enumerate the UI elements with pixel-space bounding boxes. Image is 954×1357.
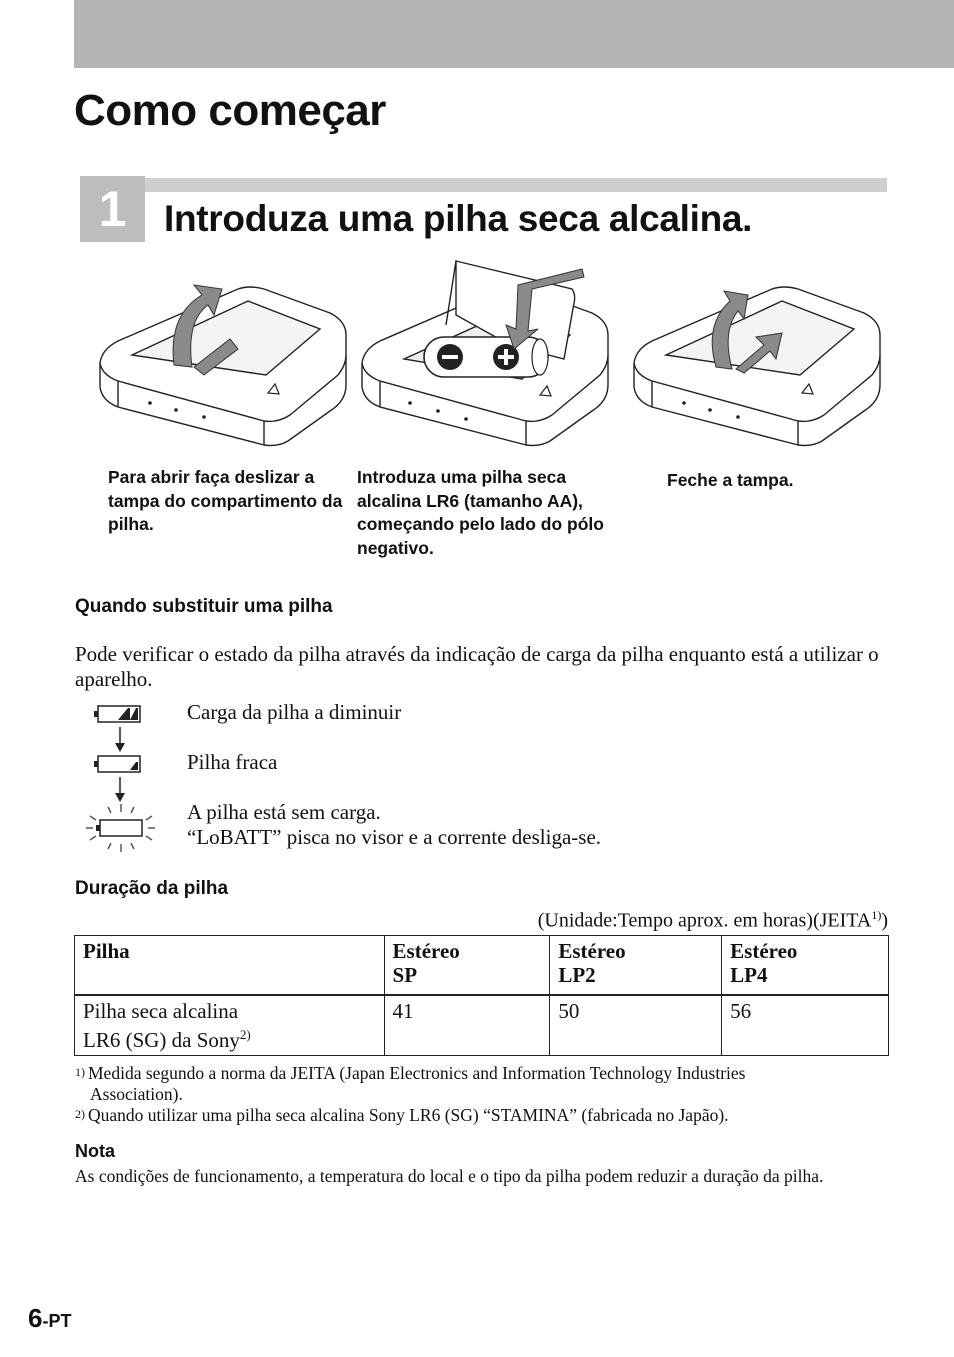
- note-text: As condições de funcionamento, a temperatura do local e o tipo da pilha podem reduzir a duração da pilha.: [75, 1166, 824, 1186]
- caption-insert-battery: Introduza uma pilha seca alcalina LR6 (tamanho AA), começando pelo lado do pólo negativo.: [357, 467, 604, 558]
- status-battery-decreasing: Carga da pilha a diminuir: [187, 700, 402, 724]
- status-battery-low: Pilha fraca: [187, 750, 278, 774]
- cell-lp4-hours: 56: [722, 995, 889, 1056]
- column-header-stereo-sp: Estéreo SP: [384, 936, 550, 996]
- unit-note: (Unidade:Tempo aprox. em horas)(JEITA$^{1)}$): [537, 908, 888, 932]
- note-heading: Nota: [75, 1141, 115, 1161]
- column-header-stereo-lp4: Estéreo LP4: [722, 936, 889, 996]
- column-header-stereo-lp2: Estéreo LP2: [550, 936, 722, 996]
- status-battery-empty: A pilha está sem carga. “LoBATT” pisca no visor e a corrente desliga-se.: [187, 800, 602, 849]
- cell-sp-hours: 41: [384, 995, 550, 1056]
- page-title: Como começar: [74, 86, 386, 135]
- battery-life-table: [74, 935, 889, 1056]
- insert-battery-illustration: [360, 255, 610, 455]
- page-number: 6-PT: [28, 1303, 72, 1333]
- header-bar: [74, 0, 954, 68]
- cell-lp2-hours: 50: [550, 995, 722, 1056]
- open-lid-illustration: [98, 255, 348, 455]
- column-header-battery: Pilha: [75, 936, 385, 996]
- battery-empty-blinking-icon: [86, 800, 156, 856]
- table-header-row: [75, 936, 889, 996]
- intro-paragraph: Pode verificar o estado da pilha através da indicação de carga da pilha enquanto está a utilizar o aparelho.: [75, 642, 879, 691]
- section-heading-duration: Duração da pilha: [75, 878, 229, 899]
- caption-close-lid: Feche a tampa.: [667, 470, 794, 490]
- step-title: Introduza uma pilha seca alcalina.: [164, 198, 753, 239]
- battery-low-icon: [86, 750, 156, 780]
- cell-battery-type: Pilha seca alcalina LR6 (SG) da Sony$^{2)}$: [75, 995, 385, 1056]
- battery-medium-icon: [86, 700, 156, 730]
- footnote-2: $^{2)}$ Quando utilizar uma pilha seca alcalina Sony LR6 (SG) “STAMINA” (fabricada no Japão).: [75, 1105, 729, 1125]
- step-number-badge: 1: [80, 176, 145, 242]
- footnote-1: $^{1)}$ Medida segundo a norma da JEITA (Japan Electronics and Information Technology Industries Association).: [75, 1063, 746, 1104]
- table-row: [75, 995, 889, 1056]
- close-lid-illustration: [632, 255, 882, 455]
- step-band: [145, 178, 887, 192]
- caption-open-lid: Para abrir faça deslizar a tampa do compartimento da pilha.: [108, 467, 343, 534]
- section-heading-replace: Quando substituir uma pilha: [75, 596, 333, 617]
